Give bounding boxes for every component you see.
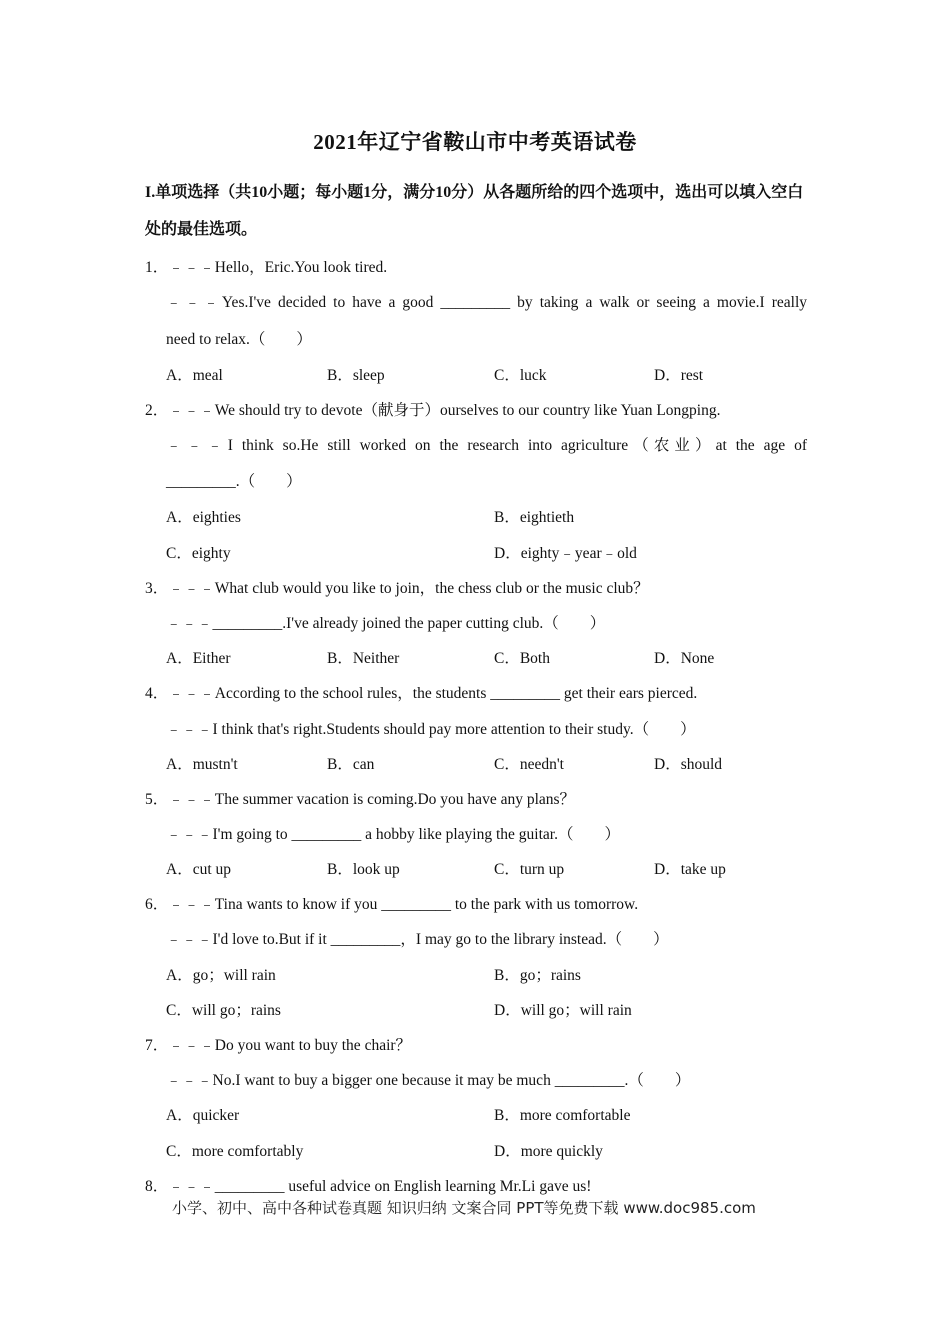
question-7: 7．﹣﹣﹣Do you want to buy the chair？ (145, 1037, 412, 1054)
q4-option-a[interactable]: A．mustn't (166, 756, 238, 773)
footer-watermark-text: 小学、初中、高中各种试卷真题 知识归纳 文案合同 PPT等免费下载 www.doc985.com (172, 1199, 756, 1217)
q6-option-a[interactable]: A．go；will rain (166, 967, 276, 984)
question-2: 2．﹣﹣﹣We should try to devote（献身于）ourselves to our country like Yuan Longping. (145, 402, 721, 419)
question-4-reply: ﹣﹣﹣I think that's right.Students should pay more attention to their study.（ ） (166, 721, 696, 738)
question-8: 8．﹣﹣﹣_________ useful advice on English learning Mr.Li gave us! (145, 1178, 592, 1195)
q7-option-c[interactable]: C．more comfortably (166, 1143, 304, 1160)
q2-option-d[interactable]: D．eighty﹣year﹣old (494, 545, 637, 562)
q7-option-a[interactable]: A．quicker (166, 1107, 240, 1124)
question-5-reply: ﹣﹣﹣I'm going to _________ a hobby like playing the guitar.（ ） (166, 826, 620, 843)
section-heading: I.单项选择（共10小题；每小题1分，满分10分）从各题所给的四个选项中，选出可以填入空白处的最佳选项。 (145, 184, 804, 238)
q3-option-a[interactable]: A．Either (166, 650, 231, 667)
q2-option-b[interactable]: B．eightieth (494, 509, 575, 526)
page-title: 2021年辽宁省鞍山市中考英语试卷 (313, 130, 637, 154)
q1-option-c[interactable]: C．luck (494, 367, 547, 384)
q4-option-b[interactable]: B．can (327, 756, 375, 773)
question-5: 5．﹣﹣﹣The summer vacation is coming.Do you have any plans？ (145, 791, 576, 808)
q1-option-a[interactable]: A．meal (166, 367, 223, 384)
question-1: 1．﹣﹣﹣Hello，Eric.You look tired. (145, 259, 388, 276)
q1-option-b[interactable]: B．sleep (327, 367, 385, 384)
q3-option-d[interactable]: D．None (654, 650, 715, 667)
q7-option-d[interactable]: D．more quickly (494, 1143, 603, 1160)
q5-option-b[interactable]: B．look up (327, 861, 400, 878)
q6-option-b[interactable]: B．go；rains (494, 967, 581, 984)
q4-option-c[interactable]: C．needn't (494, 756, 564, 773)
question-3-reply: ﹣﹣﹣_________.I've already joined the paper cutting club.（ ） (166, 615, 606, 632)
q5-option-a[interactable]: A．cut up (166, 861, 232, 878)
q3-option-b[interactable]: B．Neither (327, 650, 400, 667)
q1-option-d[interactable]: D．rest (654, 367, 704, 384)
question-3: 3．﹣﹣﹣What club would you like to join，the chess club or the music club？ (145, 580, 649, 597)
q3-option-c[interactable]: C．Both (494, 650, 550, 667)
question-6: 6．﹣﹣﹣Tina wants to know if you _________ to the park with us tomorrow. (145, 896, 639, 913)
q5-option-c[interactable]: C．turn up (494, 861, 565, 878)
question-2-reply: ﹣﹣﹣I think so.He still worked on the research into agriculture（农业）at the age of (166, 437, 807, 454)
q6-option-c[interactable]: C．will go；rains (166, 1002, 281, 1019)
question-1-reply-cont: need to relax.（ ） (166, 331, 312, 348)
q7-option-b[interactable]: B．more comfortable (494, 1107, 631, 1124)
question-4: 4．﹣﹣﹣According to the school rules，the students _________ get their ears pierced. (145, 685, 698, 702)
question-2-reply-cont: _________.（ ） (166, 473, 302, 490)
question-1-reply: ﹣﹣﹣Yes.I've decided to have a good _________ by taking a walk or seeing a movie.I really (166, 294, 807, 311)
question-6-reply: ﹣﹣﹣I'd love to.But if it _________，I may go to the library instead.（ ） (166, 931, 669, 948)
question-7-reply: ﹣﹣﹣No.I want to buy a bigger one because it may be much _________.（ ） (166, 1072, 691, 1089)
q2-option-c[interactable]: C．eighty (166, 545, 231, 562)
q4-option-d[interactable]: D．should (654, 756, 723, 773)
q5-option-d[interactable]: D．take up (654, 861, 726, 878)
q6-option-d[interactable]: D．will go；will rain (494, 1002, 632, 1019)
q2-option-a[interactable]: A．eighties (166, 509, 241, 526)
